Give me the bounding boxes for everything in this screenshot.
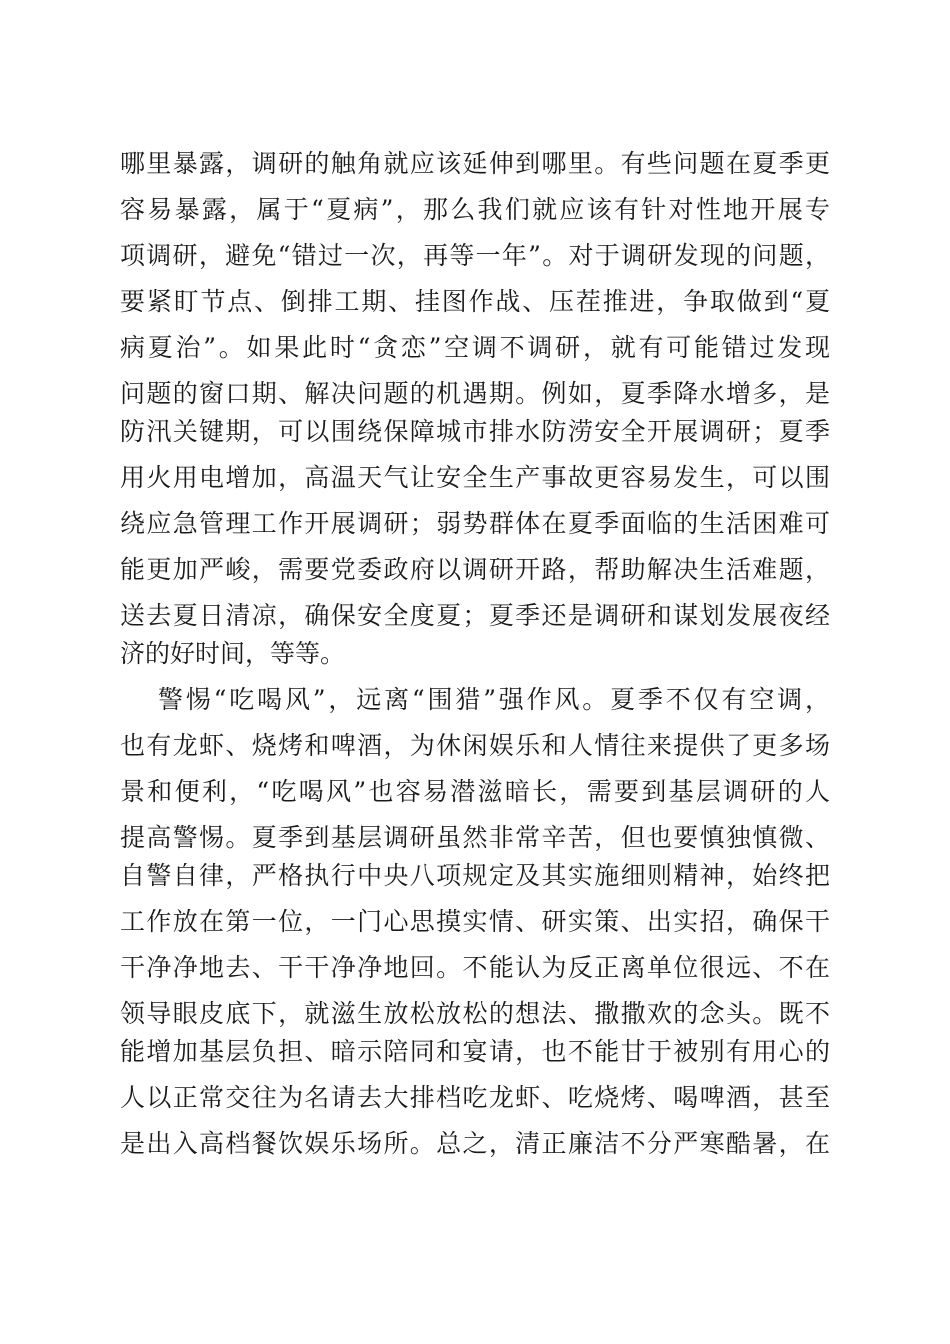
paragraph-first-line: 警惕“吃喝风”，远离“围猎”强作风。夏季不仅有空调， xyxy=(158,685,830,714)
text-line: 领导眼皮底下，就滋生放松放松的想法、撒撒欢的念头。既不 xyxy=(120,999,830,1028)
text-line: 防汛关键期，可以围绕保障城市排水防涝安全开展调研；夏季 xyxy=(120,417,830,446)
text-line: 送去夏日清凉，确保安全度夏；夏季还是调研和谋划发展夜经 xyxy=(120,601,830,630)
text-line: 病夏治”。如果此时“贪恋”空调不调研，就有可能错过发现 xyxy=(120,333,830,362)
text-line: 人以正常交往为名请去大排档吃龙虾、吃烧烤、喝啤酒，甚至 xyxy=(120,1083,830,1112)
text-line: 也有龙虾、烧烤和啤酒，为休闲娱乐和人情往来提供了更多场 xyxy=(120,731,830,760)
text-line: 要紧盯节点、倒排工期、挂图作战、压茬推进，争取做到“夏 xyxy=(120,287,830,316)
text-line: 工作放在第一位，一门心思摸实情、研实策、出实招，确保干 xyxy=(120,907,830,936)
text-line: 问题的窗口期、解决问题的机遇期。例如，夏季降水增多，是 xyxy=(120,379,830,408)
text-line: 景和便利，“吃喝风”也容易潜滋暗长，需要到基层调研的人 xyxy=(120,777,830,806)
text-line: 自警自律，严格执行中央八项规定及其实施细则精神，始终把 xyxy=(120,861,830,890)
text-line: 容易暴露，属于“夏病”，那么我们就应该有针对性地开展专 xyxy=(120,195,830,224)
text-line: 绕应急管理工作开展调研；弱势群体在夏季面临的生活困难可 xyxy=(120,509,830,538)
text-line: 项调研，避免“错过一次，再等一年”。对于调研发现的问题， xyxy=(120,241,830,270)
text-line: 是出入高档餐饮娱乐场所。总之，清正廉洁不分严寒酷暑，在 xyxy=(120,1129,830,1158)
text-line: 用火用电增加，高温天气让安全生产事故更容易发生，可以围 xyxy=(120,463,830,492)
text-line: 提高警惕。夏季到基层调研虽然非常辛苦，但也要慎独慎微、 xyxy=(120,823,830,852)
text-line: 哪里暴露，调研的触角就应该延伸到哪里。有些问题在夏季更 xyxy=(120,149,830,178)
text-line: 干净净地去、干干净净地回。不能认为反正离单位很远、不在 xyxy=(120,953,830,982)
text-line: 济的好时间，等等。 xyxy=(120,639,346,668)
text-line: 能更加严峻，需要党委政府以调研开路，帮助解决生活难题， xyxy=(120,555,830,584)
text-line: 能增加基层负担、暗示陪同和宴请，也不能甘于被别有用心的 xyxy=(120,1037,830,1066)
